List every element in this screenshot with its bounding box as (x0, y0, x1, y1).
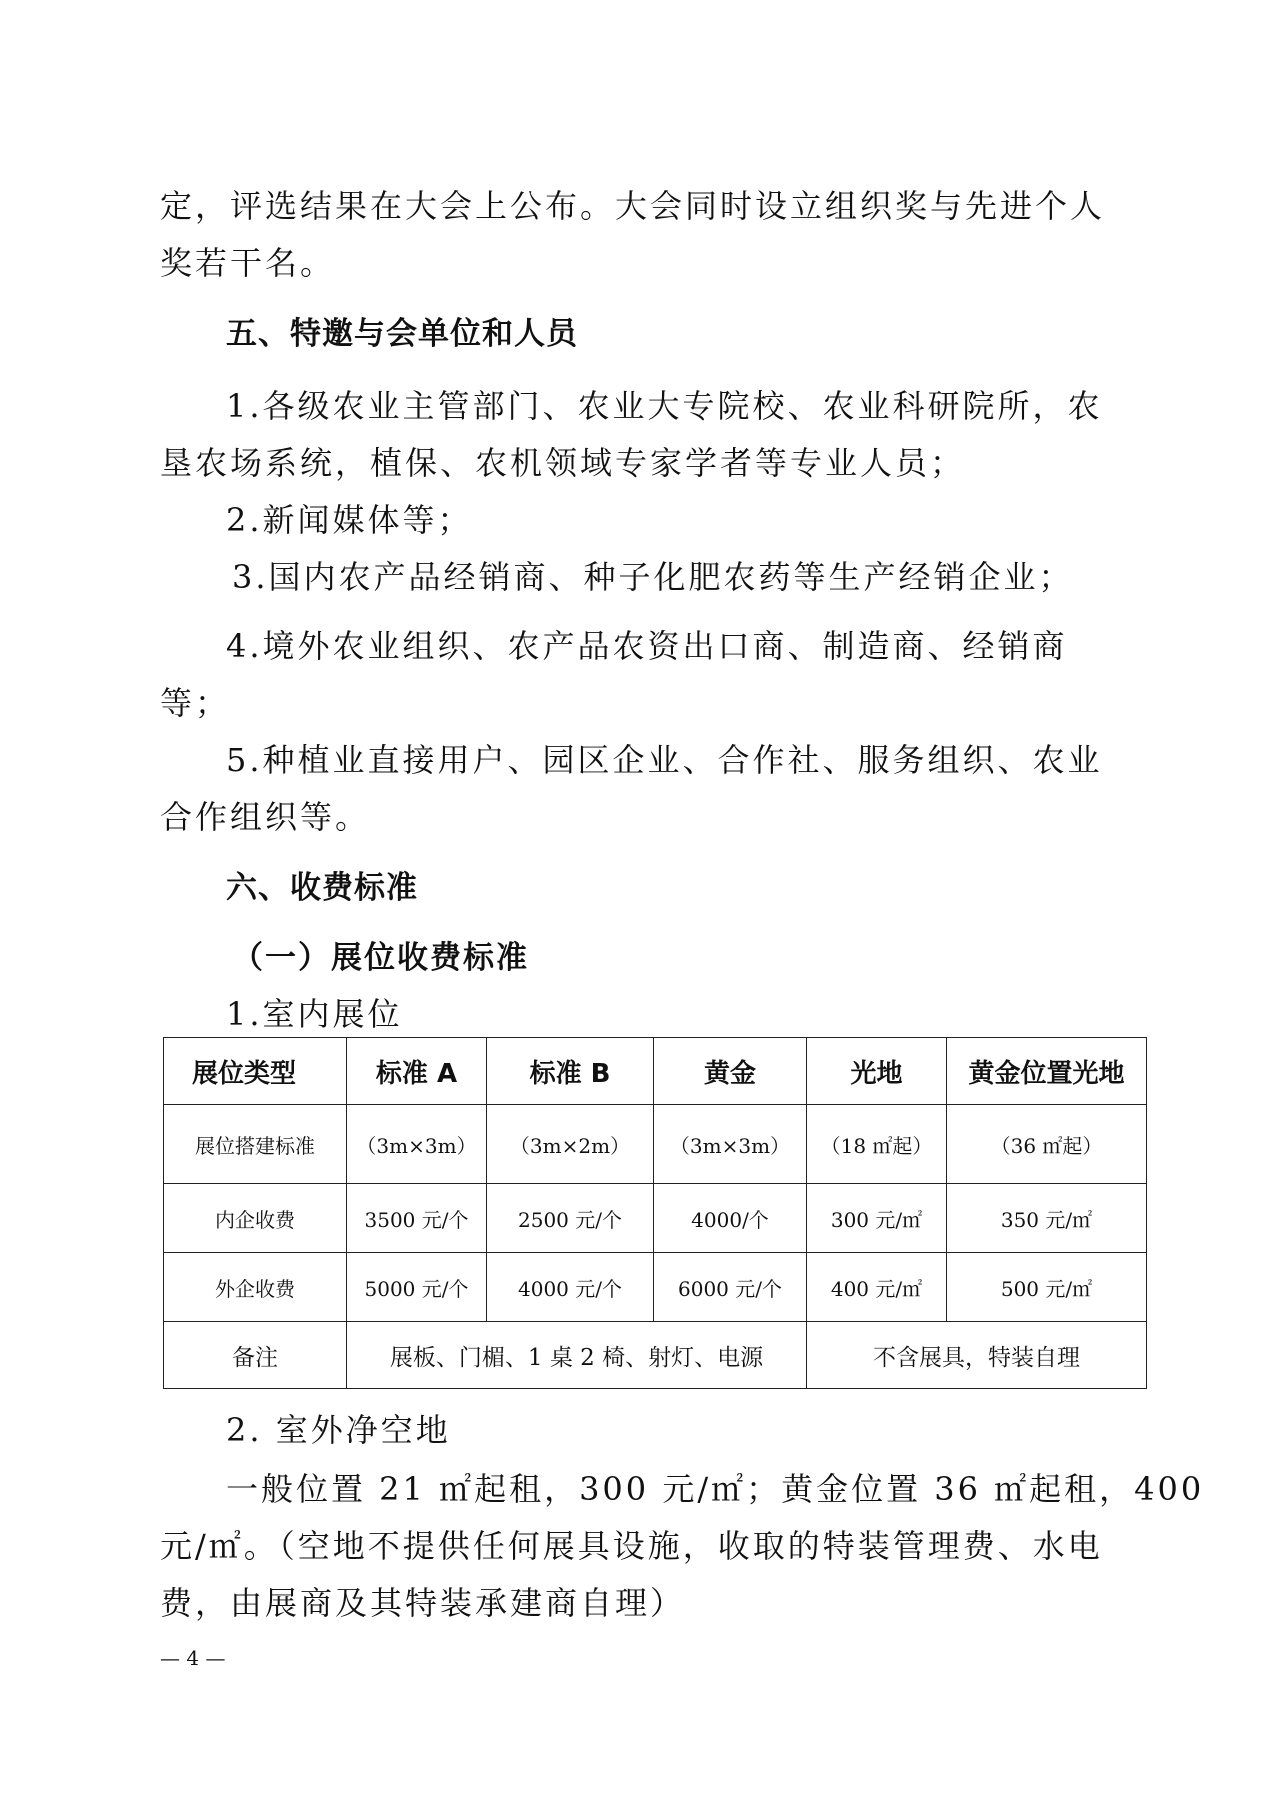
table-cell: 500 元/㎡ (947, 1253, 1147, 1322)
outdoor-paragraph-line: 元/㎡。（空地不提供任何展具设施，收取的特装管理费、水电 (160, 1527, 1103, 1565)
table-cell: 350 元/㎡ (947, 1184, 1147, 1253)
header-cell: 黄金 (654, 1038, 807, 1105)
note-standard-booth: 展板、门楣、1 桌 2 椅、射灯、电源 (347, 1322, 807, 1389)
booth-fee-table (163, 1037, 1147, 1389)
note-raw-space: 不含展具，特装自理 (807, 1322, 1147, 1389)
header-cell: 黄金位置光地 (947, 1038, 1147, 1105)
table-cell: 3500 元/个 (347, 1184, 487, 1253)
table-cell: 400 元/㎡ (807, 1253, 947, 1322)
list-item-3: 3.国内农产品经销商、种子化肥农药等生产经销企业； (232, 558, 1074, 596)
list-item-1-cont: 垦农场系统，植保、农机领域专家学者等专业人员； (160, 444, 966, 482)
list-item-5: 5.种植业直接用户、园区企业、合作社、服务组织、农业 (226, 741, 1103, 779)
list-item-4: 4.境外农业组织、农产品农资出口商、制造商、经销商 (226, 627, 1068, 665)
paragraph-line: 定，评选结果在大会上公布。大会同时设立组织奖与先进个人 (160, 187, 1106, 225)
row-label: 外企收费 (164, 1253, 347, 1322)
header-cell: 标准 B (487, 1038, 654, 1105)
row-label: 内企收费 (164, 1184, 347, 1253)
outdoor-paragraph-line: 费，由展商及其特装承建商自理） (160, 1584, 686, 1622)
list-item-1: 1.各级农业主管部门、农业大专院校、农业科研院所，农 (226, 387, 1103, 425)
header-cell: 标准 A (347, 1038, 487, 1105)
row-label: 备注 (164, 1322, 347, 1389)
list-item-2: 2.新闻媒体等； (226, 501, 473, 539)
table-row (164, 1253, 1147, 1322)
page-number: — 4 — (160, 1646, 226, 1670)
list-item-5-cont: 合作组织等。 (160, 798, 371, 836)
table-cell: 5000 元/个 (347, 1253, 487, 1322)
table-cell: （18 ㎡起） (807, 1105, 947, 1184)
header-cell: 展位类型 (164, 1038, 347, 1105)
table-cell: （36 ㎡起） (947, 1105, 1147, 1184)
table-row (164, 1105, 1147, 1184)
table-header-row (164, 1038, 1147, 1105)
outdoor-space-title: 2. 室外净空地 (226, 1411, 451, 1449)
table-cell: （3m×3m） (654, 1105, 807, 1184)
table-cell: 2500 元/个 (487, 1184, 654, 1253)
outdoor-paragraph-line: 一般位置 21 ㎡起租，300 元/㎡；黄金位置 36 ㎡起租，400 (226, 1470, 1205, 1508)
table-cell: 4000 元/个 (487, 1253, 654, 1322)
table-cell: 6000 元/个 (654, 1253, 807, 1322)
table-row (164, 1184, 1147, 1253)
section-six-heading: 六、收费标准 (226, 870, 418, 906)
table-row-notes (164, 1322, 1147, 1389)
paragraph-line: 奖若干名。 (160, 244, 336, 282)
indoor-booth-title: 1.室内展位 (226, 995, 403, 1033)
table-cell: 300 元/㎡ (807, 1184, 947, 1253)
row-label: 展位搭建标准 (164, 1105, 347, 1184)
table-cell: （3m×2m） (487, 1105, 654, 1184)
booth-fee-subheading: （一）展位收费标准 (232, 940, 529, 976)
header-cell: 光地 (807, 1038, 947, 1105)
table-cell: （3m×3m） (347, 1105, 487, 1184)
table-cell: 4000/个 (654, 1184, 807, 1253)
list-item-4-cont: 等； (160, 684, 231, 722)
section-five-heading: 五、特邀与会单位和人员 (226, 316, 578, 352)
